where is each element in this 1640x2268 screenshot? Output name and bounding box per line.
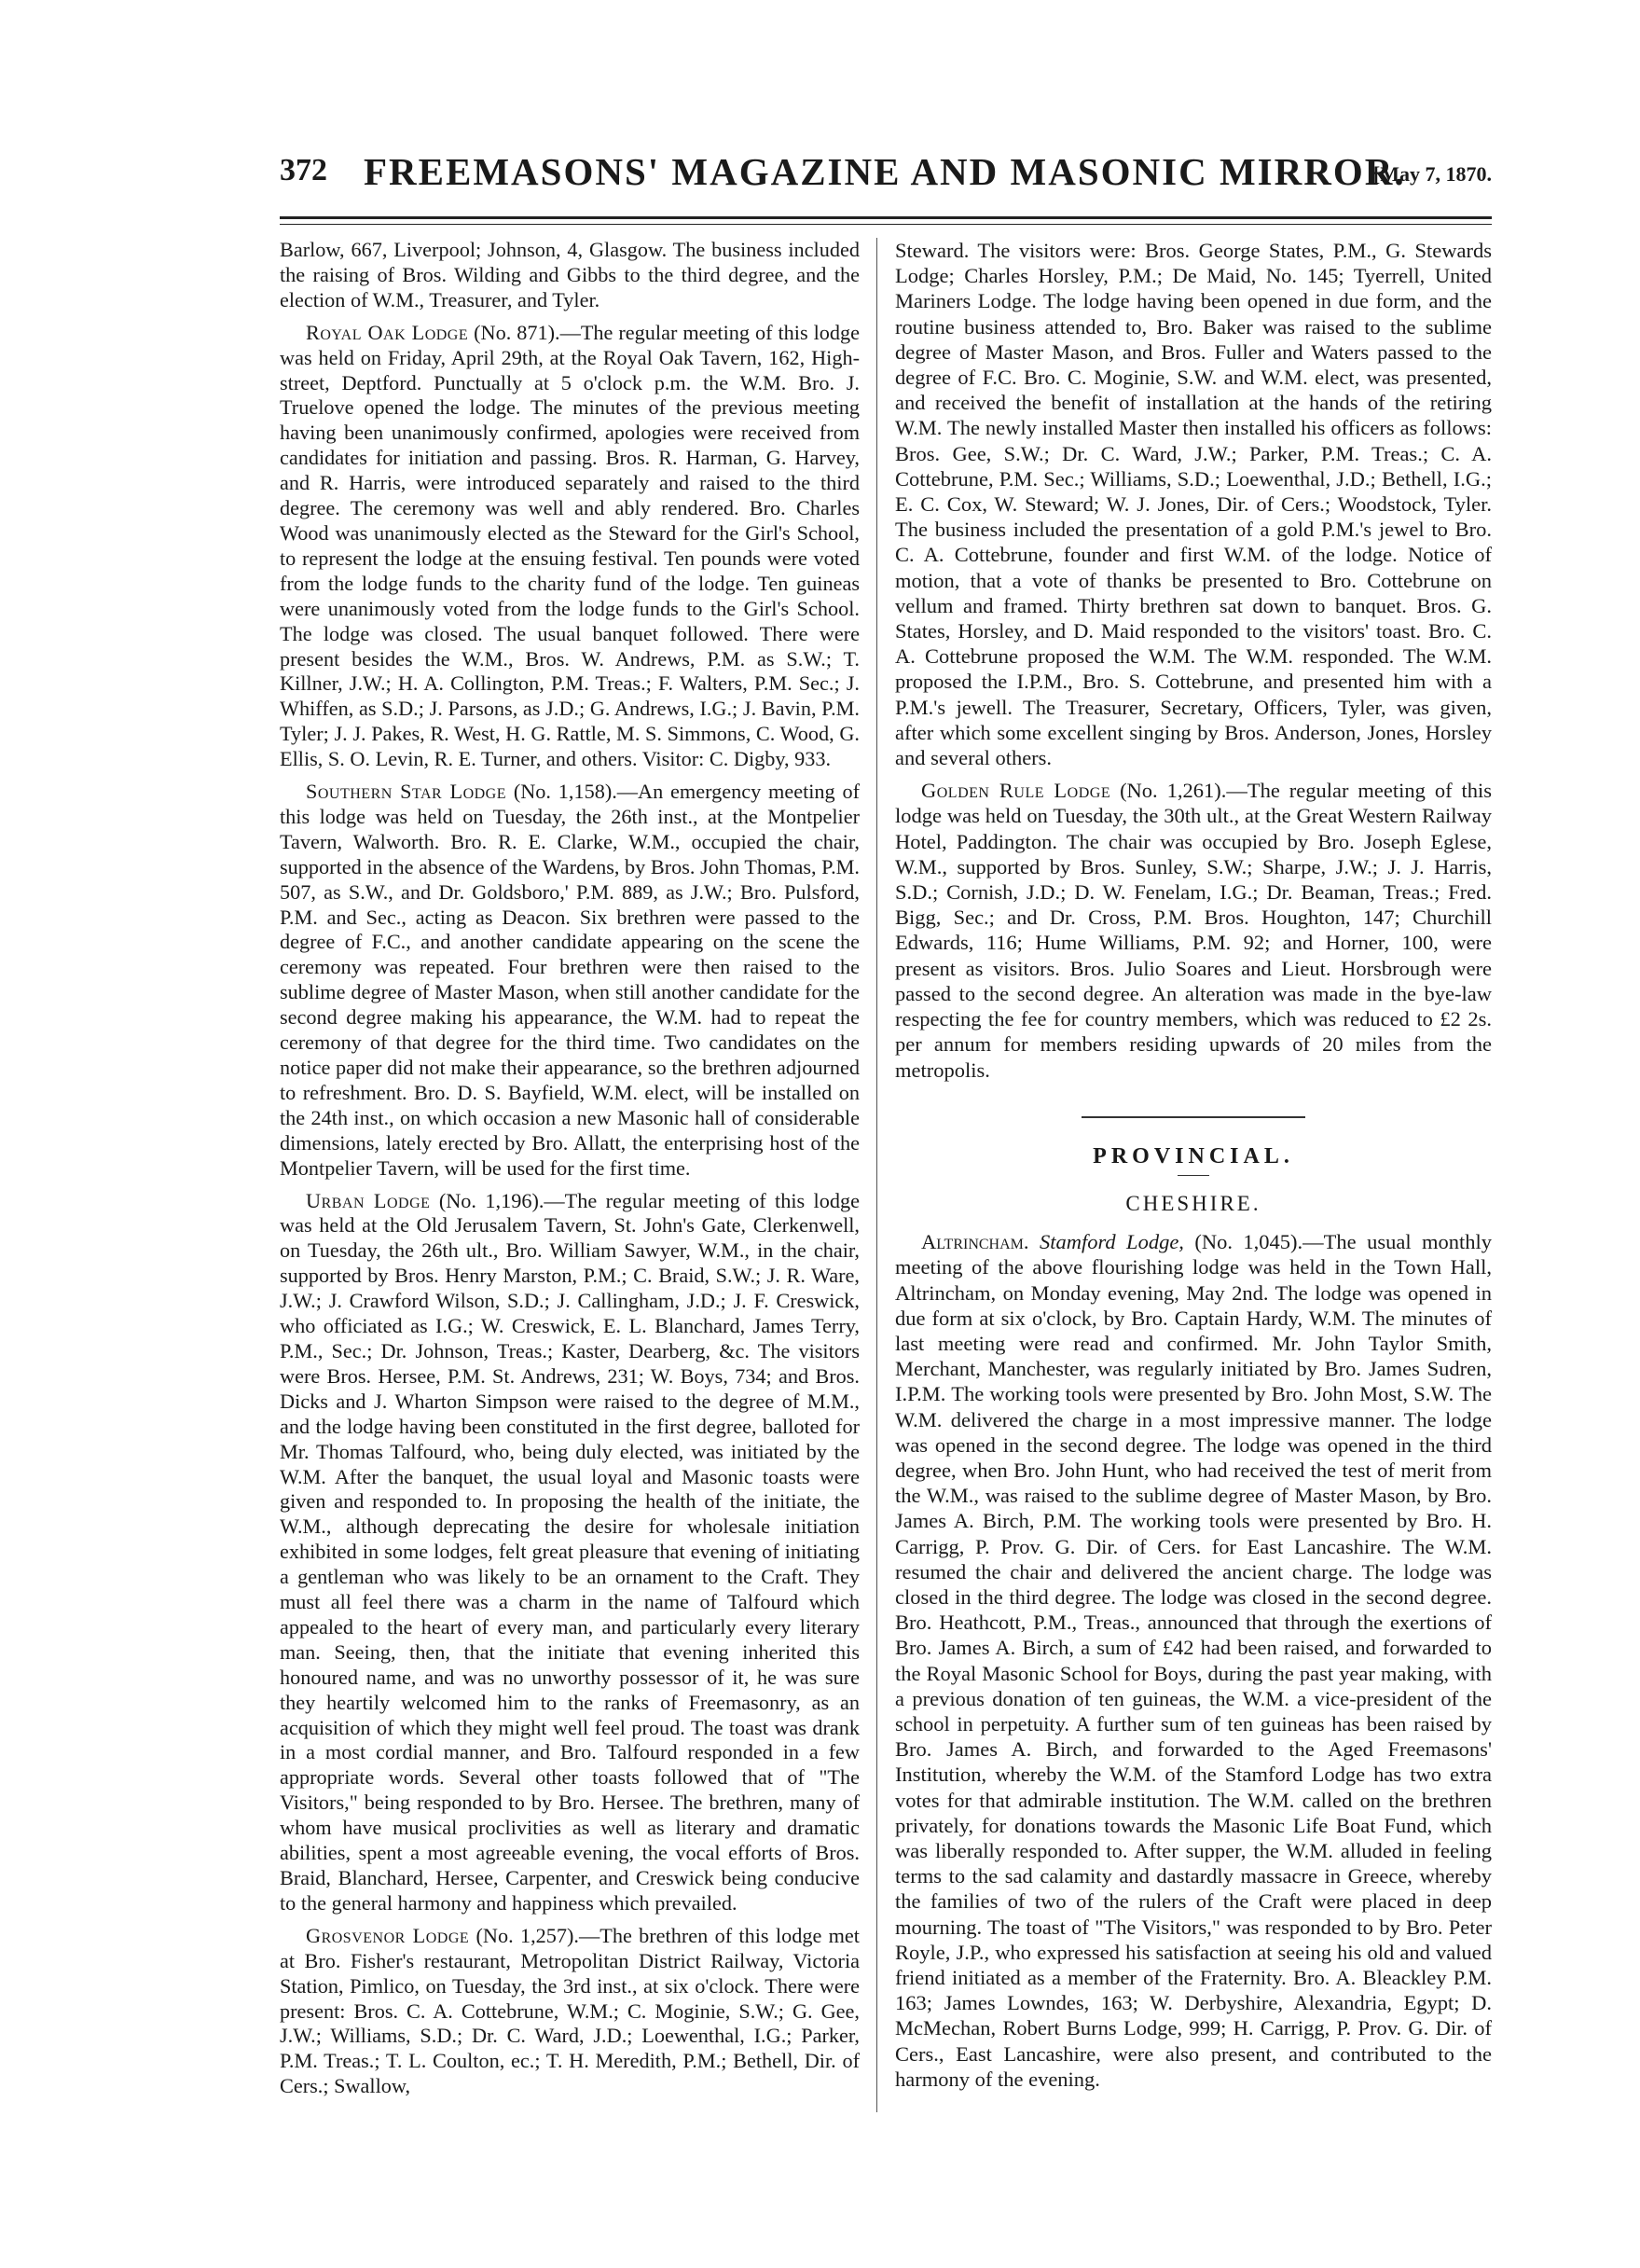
- page-header: [280, 149, 1492, 214]
- section-heading: PROVINCIAL.: [1093, 1143, 1294, 1169]
- lodge-name-royal-oak: Royal Oak Lodge: [306, 320, 469, 344]
- column-divider: [876, 238, 877, 2112]
- header-rule-thin: [280, 224, 1492, 225]
- page-number: 372: [280, 153, 327, 187]
- paragraph-altrincham: [895, 1229, 1492, 2092]
- section-separator-rule: [1082, 1116, 1305, 1118]
- place-name-altrincham: Altrincham.: [921, 1230, 1029, 1254]
- lodge-name-golden-rule: Golden Rule Lodge: [921, 779, 1111, 803]
- paragraph-grosvenor: [280, 1924, 860, 2099]
- lodge-name-urban: Urban Lodge: [306, 1188, 431, 1212]
- running-title: FREEMASONS' MAGAZINE AND MASONIC MIRROR.: [364, 150, 1406, 193]
- header-rule: [280, 216, 1492, 219]
- section-short-rule: [1178, 1175, 1209, 1176]
- paragraph-barlow: Barlow, 667, Liverpool; Johnson, 4, Glasgow. The business included the raising of Bros. Wilding and Gibbs to the third degree, and the election of W.M., Treasurer, and Tyler.: [280, 238, 860, 311]
- left-column: [280, 238, 860, 2107]
- urban-report: (No. 1,196).—The regular meeting of this lodge was held at the Old Jerusalem Tavern, St. John's Gate, Clerkenwell, on Tuesday, the 26th ult., Bro. William Sawyer, W.M., in the chair, supported by Bros. Henry Marston, P.M.; C. Braid, S.W.; J. R. Ware, J.W.; J. Crawford Wilson, S.D.; J. Callingham, J.D.; J. F. Creswick, who officiated as I.G.; W. Creswick, E. L. Blanchard, James Terry, P.M., Sec.; Dr. Johnson, Treas.; Kaster, Dearberg, &c. The visitors were Bros. Hersee, P.M. St. Andrews, 231; W. Boys, 734; and Bros. Dicks and J. Wharton Simpson were raised to the degree of M.M., and the lodge having been constituted in the first degree, balloted for Mr. Thomas Talfourd, who, being duly elected, was initiated by the W.M. After the banquet, the usual loyal and Masonic toasts were given and responded to. In proposing the health of the initiate, the W.M., although deprecating the desire for wholesale initiation exhibited in some lodges, felt great pleasure that evening of initiating a gentleman who was likely to be an ornament to the Craft. They must all feel there was a charm in the name of Talfourd which appealed to the heart of every man, and particularly every literary man. Seeing, then, that the initiate that evening inherited this honoured name, and was no unworthy possessor of it, he was sure they heartily welcomed him to the ranks of Freemasonry, as an acquisition of which they might well feel proud. The toast was drank in a most cordial manner, and Bro. Talfourd responded in a few appropriate words. Several other toasts followed that of "The Visitors," being responded to by Bro. Hersee. The brethren, many of whom have musical proclivities as well as literary and dramatic abilities, spent a most agreeable evening, the vocal efforts of Bros. Braid, Blanchard, Hersee, Carpenter, and Creswick being conducive to the general harmony and happiness which prevailed.: [280, 1188, 860, 1915]
- paragraph-grosvenor-continued: Steward. The visitors were: Bros. George States, P.M., G. Stewards Lodge; Charles Horsley, P.M.; De Maid, No. 145; Tyerrell, United Mariners Lodge. The lodge having been opened in due form, and the routine business attended to, Bro. Baker was raised to the sublime degree of Master Mason, and Bros. Fuller and Waters passed to the degree of F.C. Bro. C. Moginie, S.W. and W.M. elect, was presented, and received the benefit of installation at the hands of the retiring W.M. The newly installed Master then installed his officers as follows: Bros. Gee, S.W.; Dr. C. Ward, J.W.; Parker, P.M. Treas.; C. A. Cottebrune, P.M. Sec.; Williams, S.D.; Loewenthal, J.D.; Bethell, I.G.; E. C. Cox, W. Steward; W. J. Jones, Dir. of Cers.; Woodstock, Tyler. The business included the presentation of a gold P.M.'s jewel to Bro. C. A. Cottebrune, founder and first W.M. of the lodge. Notice of motion, that a vote of thanks be presented to Bro. Cottebrune on vellum and framed. Thirty brethren sat down to banquet. Bros. G. States, Horsley, and D. Maid responded to the visitors' toast. Bro. C. A. Cottebrune proposed the W.M. The W.M. responded. The W.M. proposed the I.P.M., Bro. S. Cottebrune, and presented him with a P.M.'s jewell. The Treasurer, Secretary, Officers, Tyler, was given, after which some excellent singing by Bros. Anderson, Jones, Horsley and several others.: [895, 239, 1492, 770]
- southern-star-report: (No. 1,158).—An emergency meeting of this lodge was held on Tuesday, the 26th inst., at the Montpelier Tavern, Walworth. Bro. R. E. Clarke, W.M., occupied the chair, supported in the absence of the Wardens, by Bros. John Thomas, P.M. 507, as S.W., and Dr. Goldsboro,' P.M. 889, as J.W.; Bro. Pulsford, P.M. and Sec., acting as Deacon. Six brethren were passed to the degree of F.C., and another candidate appearing on the scene the ceremony was repeated. Four brethren were then raised to the sublime degree of Master Mason, when still another candidate for the second degree making his appearance, the W.M. had to repeat the ceremony of that degree for the third time. Two candidates on the notice paper did not make their appearance, so the brethren adjourned to refreshment. Bro. D. S. Bayfield, W.M. elect, will be installed on the 24th inst., on which occasion a new Masonic hall of considerable dimensions, lately erected by Bro. Allatt, the enterprising host of the Montpelier Tavern, will be used for the first time.: [280, 780, 861, 1180]
- golden-rule-report: (No. 1,261).—The regular meeting of this lodge was held on Tuesday, the 30th ult., at the Great Western Railway Hotel, Paddington. The chair was occupied by Bro. Joseph Eglese, W.M., supported by Bros. Sunley, S.W.; Sharpe, J.W.; J. J. Harris, S.D.; Cornish, J.D.; D. W. Fenelam, I.G.; Dr. Beaman, Treas.; Fred. Bigg, Sec.; and Dr. Cross, P.M. Bros. Houghton, 147; Churchill Edwards, 116; Hume Williams, P.M. 92; and Horner, 100, were present as visitors. Bros. Julio Soares and Lieut. Horsbrough were passed to the second degree. An alteration was made in the bye-law respecting the fee for country members, which was reduced to £2 2s. per annum for members residing upwards of 20 miles from the metropolis.: [895, 779, 1493, 1082]
- paragraph-royal-oak: [280, 321, 860, 772]
- paragraph-urban: [280, 1189, 860, 1916]
- lodge-name-grosvenor: Grosvenor Lodge: [306, 1923, 470, 1947]
- county-heading: CHESHIRE.: [1125, 1191, 1261, 1215]
- royal-oak-report: (No. 871).—The regular meeting of this lodge was held on Friday, April 29th, at the Royal Oak Tavern, 162, High-street, Deptford. Punctually at 5 o'clock p.m. the W.M. Bro. J. Truelove opened the lodge. The minutes of the previous meeting having been unanimously confirmed, apologies were received from candidates for initiation and passing. Bros. R. Harman, G. Harvey, and R. Harris, were introduced separately and raised to the third degree. The ceremony was well and ably rendered. Bro. Charles Wood was unanimously elected as the Steward for the Girl's School, to represent the lodge at the ensuing festival. Ten pounds were voted from the lodge funds to the charity fund of the lodge. Ten guineas were unanimously voted from the lodge funds to the Girl's School. The lodge was closed. The usual banquet followed. There were present besides the W.M., Bros. W. Andrews, P.M. as S.W.; T. Killner, J.W.; H. A. Collington, P.M. Treas.; F. Walters, P.M. Sec.; J. Whiffen, as S.D.; J. Parsons, as J.D.; G. Andrews, I.G.; J. Bavin, P.M. Tyler; J. J. Pakes, R. West, H. G. Rattle, M. S. Simmons, C. Wood, G. Ellis, S. O. Levin, R. E. Turner, and others. Visitor: C. Digby, 933.: [280, 320, 861, 771]
- lodge-name-stamford: Stamford Lodge,: [1039, 1230, 1184, 1254]
- lodge-name-southern-star: Southern Star Lodge: [306, 780, 507, 804]
- altrincham-report: (No. 1,045).—The usual monthly meeting of the above flourishing lodge was held in the Town Hall, Altrincham, on Monday evening, May 2nd. The lodge was opened in due form at six o'clock, by Bro. Captain Hardy, W.M. The minutes of last meeting were read and confirmed. Mr. John Taylor Smith, Merchant, Manchester, was regularly initiated by Bro. James Sudren, I.P.M. The working tools were presented by Bro. John Most, S.W. The W.M. delivered the charge in a most impressive manner. The lodge was opened in the second degree. The lodge was opened in the third degree, when Bro. John Hunt, who had received the test of merit from the W.M., was raised to the sublime degree of Master Mason, by Bro. James A. Birch, P.M. The working tools were presented by Bro. H. Carrigg, P. Prov. G. Dir. of Cers. for East Lancashire. The W.M. resumed the chair and delivered the ancient charge. The lodge was closed in the third degree. The lodge was closed in the second degree. Bro. Heathcott, P.M., Treas., announced that through the exertions of Bro. James A. Birch, a sum of £42 had been raised, and forwarded to the Royal Masonic School for Boys, during the past year making, with a previous donation of ten guineas, the W.M. a vice-president of the school in perpetuity. A further sum of ten guineas has been raised by Bro. James A. Birch, and forwarded to the Aged Freemasons' Institution, whereby the W.M. of the Stamford Lodge has two extra votes for that admirable institution. The W.M. called on the brethren privately, for donations towards the Masonic Life Boat Fund, which was liberally responded to. After supper, the W.M. alluded in feeling terms to the sad calamity and dastardly massacre in Greece, whereby the families of two of the rulers of the Craft were placed in deep mourning. The toast of "The Visitors," was responded to by Bro. Peter Royle, J.P., who expressed his satisfaction at seeing his old and valued friend initiated as a member of the Fraternity. Bro. A. Bleackley P.M. 163; James Lowndes, 163; W. Derbyshire, Alexandria, Egypt; D. McMechan, Robert Burns Lodge, 999; H. Carrigg, P. Prov. G. Dir. of Cers., East Lancashire, were also present, and contributed to the harmony of the evening.: [895, 1230, 1493, 2091]
- issue-date: [May 7, 1870.: [1372, 162, 1492, 186]
- paragraph-southern-star: [280, 780, 860, 1182]
- paragraph-golden-rule: [895, 778, 1492, 1082]
- right-column: [895, 238, 1492, 2099]
- grosvenor-report: (No. 1,257).—The brethren of this lodge met at Bro. Fisher's restaurant, Metropolitan District Railway, Victoria Station, Pimlico, on Tuesday, the 3rd inst., at six o'clock. There were present: Bros. C. A. Cottebrune, W.M.; C. Moginie, S.W.; G. Gee, J.W.; Williams, S.D.; Dr. C. Ward, J.D.; Loewenthal, I.G.; Parker, P.M. Treas.; T. L. Coulton, ec.; T. H. Meredith, P.M.; Bethell, Dir. of Cers.; Swallow,: [280, 1923, 860, 2098]
